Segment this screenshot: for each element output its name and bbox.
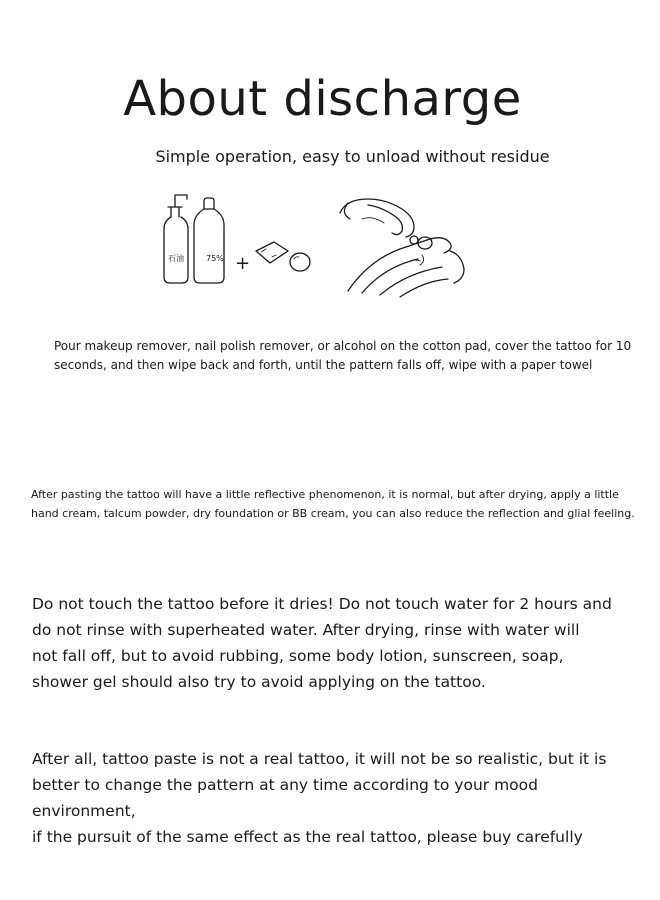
instruction-drying: Do not touch the tattoo before it dries! Do not touch water for 2 hours and do not rinse with superheated water. After drying, rinse with water will not fall off, but to avoid rubbing, some body lotion, sunscreen, soap, shower gel should also try to avoid applying on the tattoo. bbox=[32, 595, 612, 691]
instruction-remove: Pour makeup remover, nail polish remover, or alcohol on the cotton pad, cover the tattoo for 10 seconds, and then wipe back and forth, until the pattern falls off, wipe with a paper towel bbox=[54, 339, 632, 372]
plus-icon: + bbox=[235, 253, 251, 274]
pump-bottle-icon bbox=[164, 195, 188, 283]
page-subtitle: Simple operation, easy to unload without residue bbox=[155, 147, 550, 166]
cotton-pad-icon bbox=[256, 242, 288, 263]
alcohol-bottle-icon bbox=[194, 198, 224, 283]
bottle-left-label: 石油 bbox=[168, 254, 184, 263]
hands-wiping-icon bbox=[340, 199, 464, 297]
cotton-ball-icon bbox=[290, 253, 310, 271]
bottle-right-label: 75% bbox=[206, 254, 224, 263]
instruction-disclaimer: After all, tattoo paste is not a real tattoo, it will not be so realistic, but it is better to change the pattern at any time according to your mood environment, if the pursuit of the same effect as the real tattoo, please buy carefully bbox=[32, 750, 607, 846]
page-title: About discharge bbox=[123, 71, 522, 127]
removal-illustration bbox=[150, 185, 470, 300]
instruction-reflection: After pasting the tattoo will have a little reflective phenomenon, it is normal, but after drying, apply a little hand cream, talcum powder, dry foundation or BB cream, you can also reduce the reflection and glial feeling. bbox=[31, 488, 635, 520]
